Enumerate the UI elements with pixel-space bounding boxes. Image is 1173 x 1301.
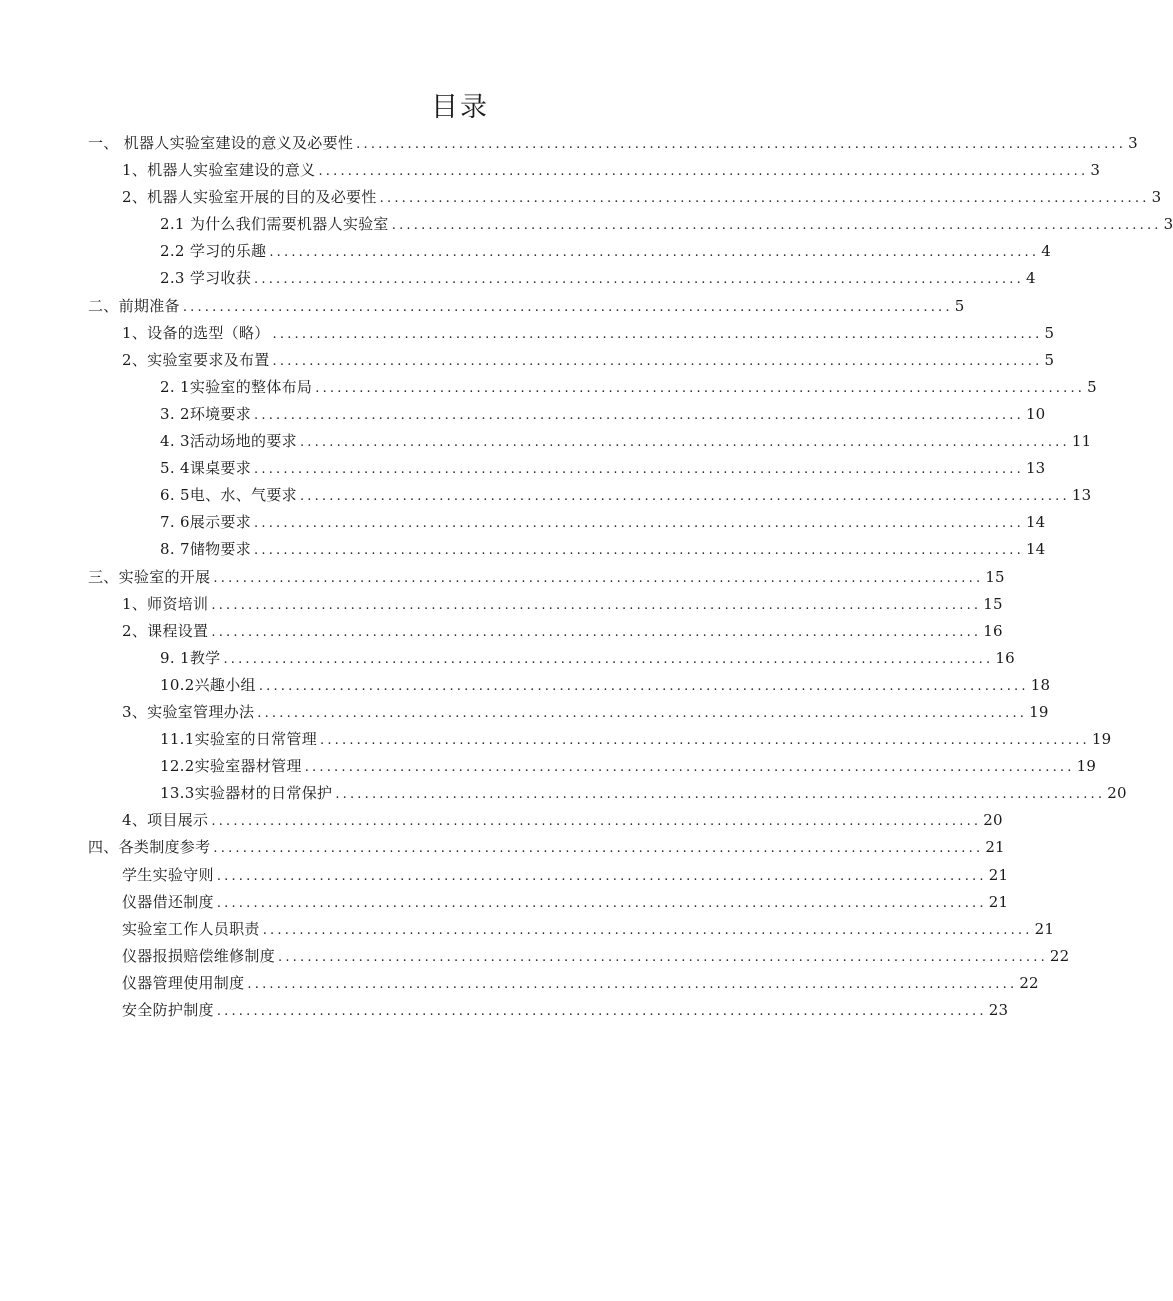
table-of-contents — [88, 130, 1173, 1024]
toc-entry-page-number: 21 — [988, 892, 1009, 911]
toc-entry-page-number: 13 — [1025, 459, 1046, 478]
toc-entry[interactable] — [88, 293, 965, 320]
toc-entry-page-number: 16 — [995, 648, 1015, 667]
toc-entry[interactable] — [88, 726, 1112, 753]
toc-entry-title: 四、各类制度参考 — [88, 838, 211, 857]
toc-entry[interactable] — [88, 455, 1046, 482]
toc-entry[interactable] — [88, 238, 1051, 265]
toc-dot-leader: ......................................................................................................... — [254, 407, 1024, 423]
toc-dot-leader: ......................................................................................................... — [182, 299, 953, 315]
toc-dot-leader: ......................................................................................................... — [299, 435, 1070, 451]
toc-entry-page-number: 19 — [1091, 730, 1112, 749]
toc-entry-title: 1、师资培训 — [122, 594, 209, 613]
toc-entry[interactable] — [88, 482, 1092, 509]
toc-entry-page-number: 5 — [954, 296, 965, 315]
toc-dot-leader: ......................................................................................................... — [320, 733, 1090, 749]
toc-entry-title: 1、设备的选型（略） — [122, 323, 270, 342]
toc-entry-title: 8. 7储物要求 — [160, 540, 252, 559]
toc-entry-title: 7. 6展示要求 — [160, 513, 252, 532]
toc-entry[interactable] — [88, 916, 1055, 943]
toc-entry-page-number: 14 — [1025, 540, 1046, 559]
toc-entry-title: 二、前期准备 — [88, 296, 180, 315]
toc-entry[interactable] — [88, 157, 1101, 184]
toc-entry-title: 2.1 为什么我们需要机器人实验室 — [160, 215, 389, 234]
toc-entry[interactable] — [88, 320, 1055, 347]
toc-dot-leader: ......................................................................................................... — [216, 868, 987, 884]
toc-entry-title: 1、机器人实验室建设的意义 — [122, 161, 316, 180]
toc-entry-page-number: 20 — [1107, 784, 1127, 803]
toc-entry-title: 安全防护制度 — [122, 1001, 214, 1019]
toc-entry[interactable] — [88, 645, 1015, 672]
toc-entry-title: 13.3实验器材的日常保护 — [160, 784, 333, 803]
toc-entry-page-number: 10 — [1025, 404, 1046, 423]
toc-entry-page-number: 20 — [983, 811, 1003, 830]
toc-entry[interactable] — [88, 536, 1046, 563]
toc-entry-title: 12.2实验室器材管理 — [160, 757, 302, 776]
toc-dot-leader: ......................................................................................................... — [299, 489, 1070, 505]
toc-entry-title: 9. 1教学 — [160, 648, 221, 667]
page-title: 目录 — [431, 92, 489, 123]
toc-entry-title: 11.1实验室的日常管理 — [160, 730, 317, 749]
toc-entry[interactable] — [88, 130, 1138, 157]
toc-entry-page-number: 19 — [1029, 702, 1049, 721]
toc-entry-title: 6. 5电、水、气要求 — [160, 486, 297, 505]
toc-entry-page-number: 3 — [1090, 161, 1101, 180]
toc-dot-leader: ......................................................................................................... — [254, 543, 1024, 559]
toc-entry[interactable] — [88, 184, 1162, 211]
toc-entry-page-number: 5 — [1044, 350, 1055, 369]
toc-entry-title: 仪器管理使用制度 — [122, 973, 245, 992]
toc-dot-leader: ......................................................................................................... — [356, 137, 1127, 152]
toc-dot-leader: ......................................................................................................... — [213, 841, 984, 857]
toc-dot-leader: ......................................................................................................... — [254, 272, 1024, 288]
toc-entry-page-number: 5 — [1044, 323, 1055, 342]
toc-entry[interactable] — [88, 943, 1070, 970]
toc-entry-page-number: 15 — [983, 594, 1003, 613]
toc-dot-leader: ......................................................................................................... — [272, 326, 1043, 342]
toc-dot-leader: ......................................................................................................... — [379, 191, 1150, 207]
toc-entry[interactable] — [88, 807, 1003, 834]
toc-dot-leader: ......................................................................................................... — [247, 976, 1018, 992]
toc-dot-leader: ......................................................................................................... — [254, 516, 1024, 532]
toc-entry[interactable] — [88, 699, 1049, 726]
toc-entry[interactable] — [88, 265, 1036, 292]
toc-entry-title: 学生实验守则 — [122, 865, 214, 884]
toc-entry-title: 4、项目展示 — [122, 811, 209, 830]
toc-entry-title: 3、实验室管理办法 — [122, 702, 255, 721]
toc-entry[interactable] — [88, 672, 1051, 699]
toc-entry-page-number: 16 — [983, 621, 1003, 640]
toc-entry[interactable] — [88, 862, 1009, 889]
toc-dot-leader: ......................................................................................................... — [211, 814, 982, 830]
toc-entry-page-number: 23 — [988, 1001, 1009, 1019]
toc-entry[interactable] — [88, 834, 1005, 861]
toc-entry[interactable] — [88, 753, 1097, 780]
toc-entry-page-number: 3 — [1151, 188, 1162, 207]
toc-entry[interactable] — [88, 211, 1173, 238]
toc-entry[interactable] — [88, 564, 1005, 591]
toc-entry-title: 5. 4课桌要求 — [160, 459, 252, 478]
toc-entry-title: 2、课程设置 — [122, 621, 209, 640]
toc-dot-leader: ......................................................................................................... — [257, 705, 1028, 721]
toc-dot-leader: ......................................................................................................... — [213, 570, 984, 586]
toc-entry-page-number: 3 — [1163, 215, 1173, 234]
toc-entry-title: 2.3 学习收获 — [160, 269, 252, 288]
toc-dot-leader: ......................................................................................................... — [269, 245, 1040, 261]
toc-dot-leader: ......................................................................................................... — [318, 164, 1089, 180]
toc-entry-title: 10.2兴趣小组 — [160, 675, 256, 694]
toc-entry-page-number: 3 — [1128, 134, 1138, 152]
toc-entry-title: 仪器借还制度 — [122, 892, 214, 911]
toc-entry[interactable] — [88, 889, 1009, 916]
toc-entry[interactable] — [88, 591, 1003, 618]
toc-dot-leader: ......................................................................................................... — [304, 760, 1075, 776]
toc-entry-page-number: 21 — [988, 865, 1009, 884]
toc-entry-title: 2. 1实验室的整体布局 — [160, 377, 313, 396]
toc-entry-title: 2.2 学习的乐趣 — [160, 242, 267, 261]
toc-entry-page-number: 18 — [1030, 675, 1051, 694]
toc-dot-leader: ......................................................................................................... — [335, 787, 1106, 803]
toc-entry-page-number: 14 — [1025, 513, 1046, 532]
toc-entry-title: 2、实验室要求及布置 — [122, 350, 270, 369]
toc-entry-page-number: 21 — [985, 838, 1005, 857]
toc-entry-title: 实验室工作人员职责 — [122, 919, 260, 938]
toc-dot-leader: ......................................................................................................... — [223, 651, 994, 667]
toc-dot-leader: ......................................................................................................... — [278, 949, 1048, 965]
toc-dot-leader: ......................................................................................................... — [216, 895, 987, 911]
toc-entry-title: 4. 3活动场地的要求 — [160, 432, 297, 451]
toc-entry-page-number: 22 — [1019, 973, 1039, 992]
toc-entry-page-number: 5 — [1087, 377, 1097, 396]
toc-dot-leader: ......................................................................................................... — [211, 624, 982, 640]
toc-entry-page-number: 4 — [1025, 269, 1036, 288]
toc-dot-leader: ......................................................................................................... — [391, 218, 1162, 234]
toc-entry[interactable] — [88, 347, 1055, 374]
toc-entry-title: 仪器报损赔偿维修制度 — [122, 946, 276, 965]
toc-entry-page-number: 11 — [1071, 432, 1092, 451]
toc-dot-leader: ......................................................................................................... — [315, 380, 1086, 396]
toc-dot-leader: ......................................................................................................... — [211, 597, 982, 613]
toc-entry-page-number: 19 — [1076, 757, 1097, 776]
toc-dot-leader: ......................................................................................................... — [258, 678, 1029, 694]
toc-entry-page-number: 22 — [1049, 946, 1070, 965]
toc-entry[interactable] — [88, 401, 1046, 428]
toc-dot-leader: ......................................................................................................... — [262, 922, 1033, 938]
toc-entry[interactable] — [88, 374, 1097, 401]
toc-entry-title: 3. 2环境要求 — [160, 404, 252, 423]
toc-entry[interactable] — [88, 780, 1127, 807]
toc-entry-page-number: 13 — [1071, 486, 1092, 505]
toc-dot-leader: ......................................................................................................... — [272, 353, 1043, 369]
toc-entry[interactable] — [88, 509, 1046, 536]
toc-entry-title: 三、实验室的开展 — [88, 567, 211, 586]
toc-entry[interactable] — [88, 997, 1009, 1024]
toc-entry-page-number: 21 — [1034, 919, 1055, 938]
toc-dot-leader: ......................................................................................................... — [216, 1004, 987, 1019]
toc-dot-leader: ......................................................................................................... — [254, 462, 1024, 478]
toc-entry-page-number: 15 — [985, 567, 1005, 586]
toc-entry[interactable] — [88, 970, 1039, 997]
toc-entry[interactable] — [88, 428, 1092, 455]
toc-entry-title: 2、机器人实验室开展的目的及必要性 — [122, 188, 377, 207]
toc-entry[interactable] — [88, 618, 1003, 645]
toc-entry-page-number: 4 — [1041, 242, 1051, 261]
toc-entry-title: 一、 机器人实验室建设的意义及必要性 — [88, 134, 354, 152]
